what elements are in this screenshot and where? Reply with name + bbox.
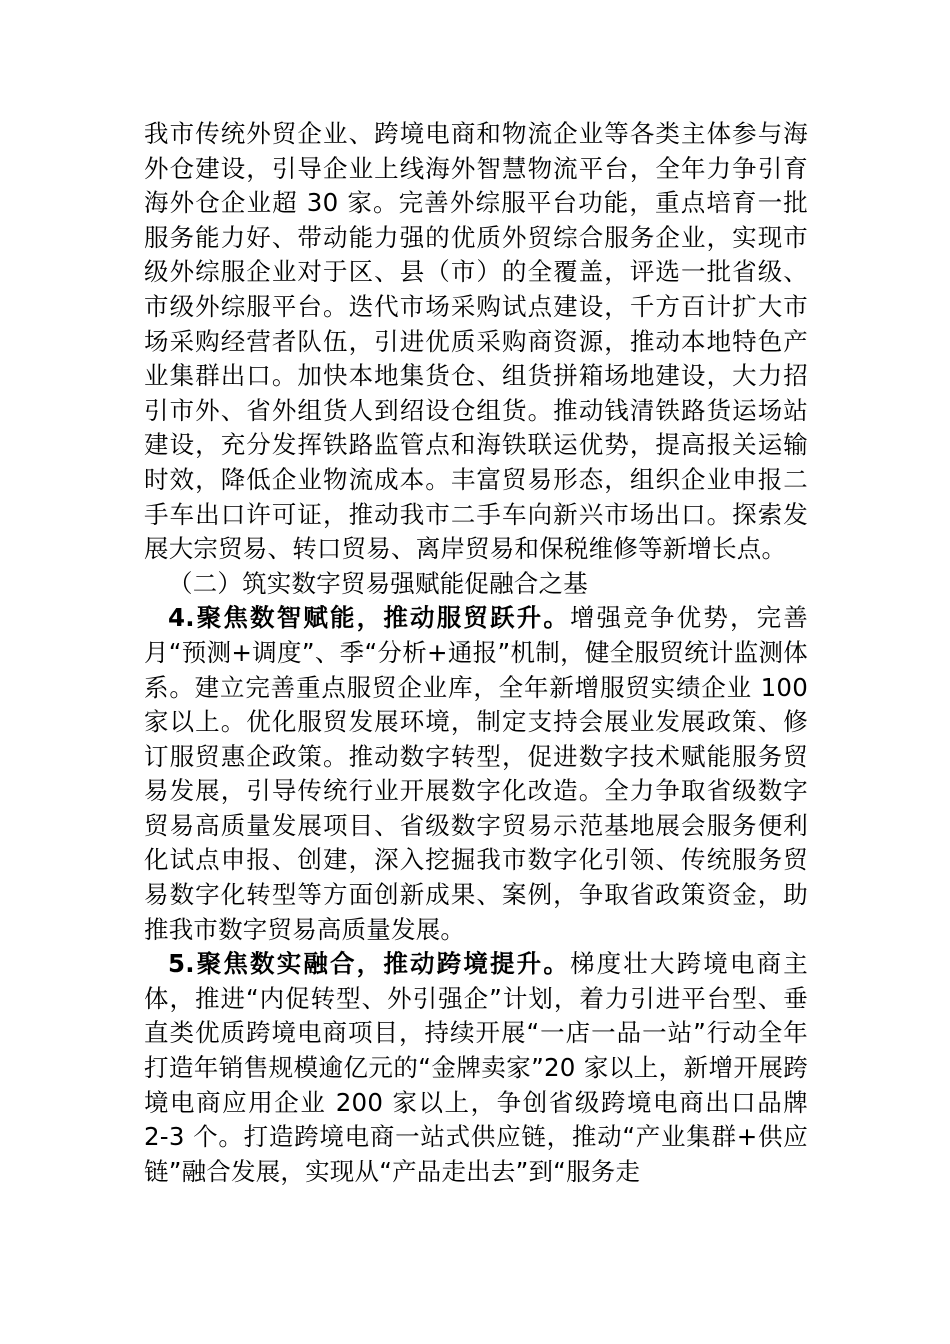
- paragraph-text: 梯度壮大跨境电商主体，推进“内促转型、外引强企”计划，着力引进平台型、垂直类优质跨境电商项目，持续开展“一店一品一站”行动全年打造年销售规模逾亿元的“金牌卖家”20 家以上，新增开展跨境电商应用企业 200 家以上，争创省级跨境电商出口品牌 2-3 个。打造跨境电商一站式供应链，推动“产业集群+供应链”融合发展，实现从“产品走出去”到“服务走: [144, 949, 808, 1186]
- paragraph-text: 我市传统外贸企业、跨境电商和物流企业等各类主体参与海外仓建设，引导企业上线海外智慧物流平台，全年力争引育海外仓企业超 30 家。完善外综服平台功能，重点培育一批服务能力好、带动能力强的优质外贸综合服务企业，实现市级外综服企业对于区、县（市）的全覆盖，评选一批省级、市级外综服平台。迭代市场采购试点建设，千方百计扩大市场采购经营者队伍，引进优质采购商资源，推动本地特色产业集群出口。加快本地集货仓、组货拼箱场地建设，大力招引市外、省外组货人到绍设仓组货。推动钱清铁路货运场站建设，充分发挥铁路监管点和海铁联运优势，提高报关运输时效，降低企业物流成本。丰富贸易形态，组织企业申报二手车出口许可证，推动我市二手车向新兴市场出口。探索发展大宗贸易、转口贸易、离岸贸易和保税维修等新增长点。: [144, 119, 808, 564]
- document-body: [144, 117, 808, 1189]
- section-heading-text: （二）筑实数字贸易强赋能促融合之基: [168, 568, 588, 598]
- paragraph-overseas-warehouse: [144, 117, 808, 567]
- section-heading-digital-trade: [144, 567, 808, 602]
- paragraph-lead: 5.聚焦数实融合，推动跨境提升。: [168, 949, 570, 979]
- paragraph-lead: 4.聚焦数智赋能，推动服贸跃升。: [168, 603, 570, 633]
- paragraph-text: 增强竞争优势，完善月“预测+调度”、季“分析+通报”机制，健全服贸统计监测体系。建立完善重点服贸企业库，全年新增服贸实绩企业 100 家以上。优化服贸发展环境，制定支持会展业发展政策、修订服贸惠企政策。推动数字转型，促进数字技术赋能服务贸易发展，引导传统行业开展数字化改造。全力争取省级数字贸易高质量发展项目、省级数字贸易示范基地展会服务便利化试点申报、创建，深入挖掘我市数字化引领、传统服务贸易数字化转型等方面创新成果、案例，争取省政策资金，助推我市数字贸易高质量发展。: [144, 603, 808, 944]
- paragraph-cross-border: [144, 947, 808, 1189]
- paragraph-service-trade: [144, 601, 808, 947]
